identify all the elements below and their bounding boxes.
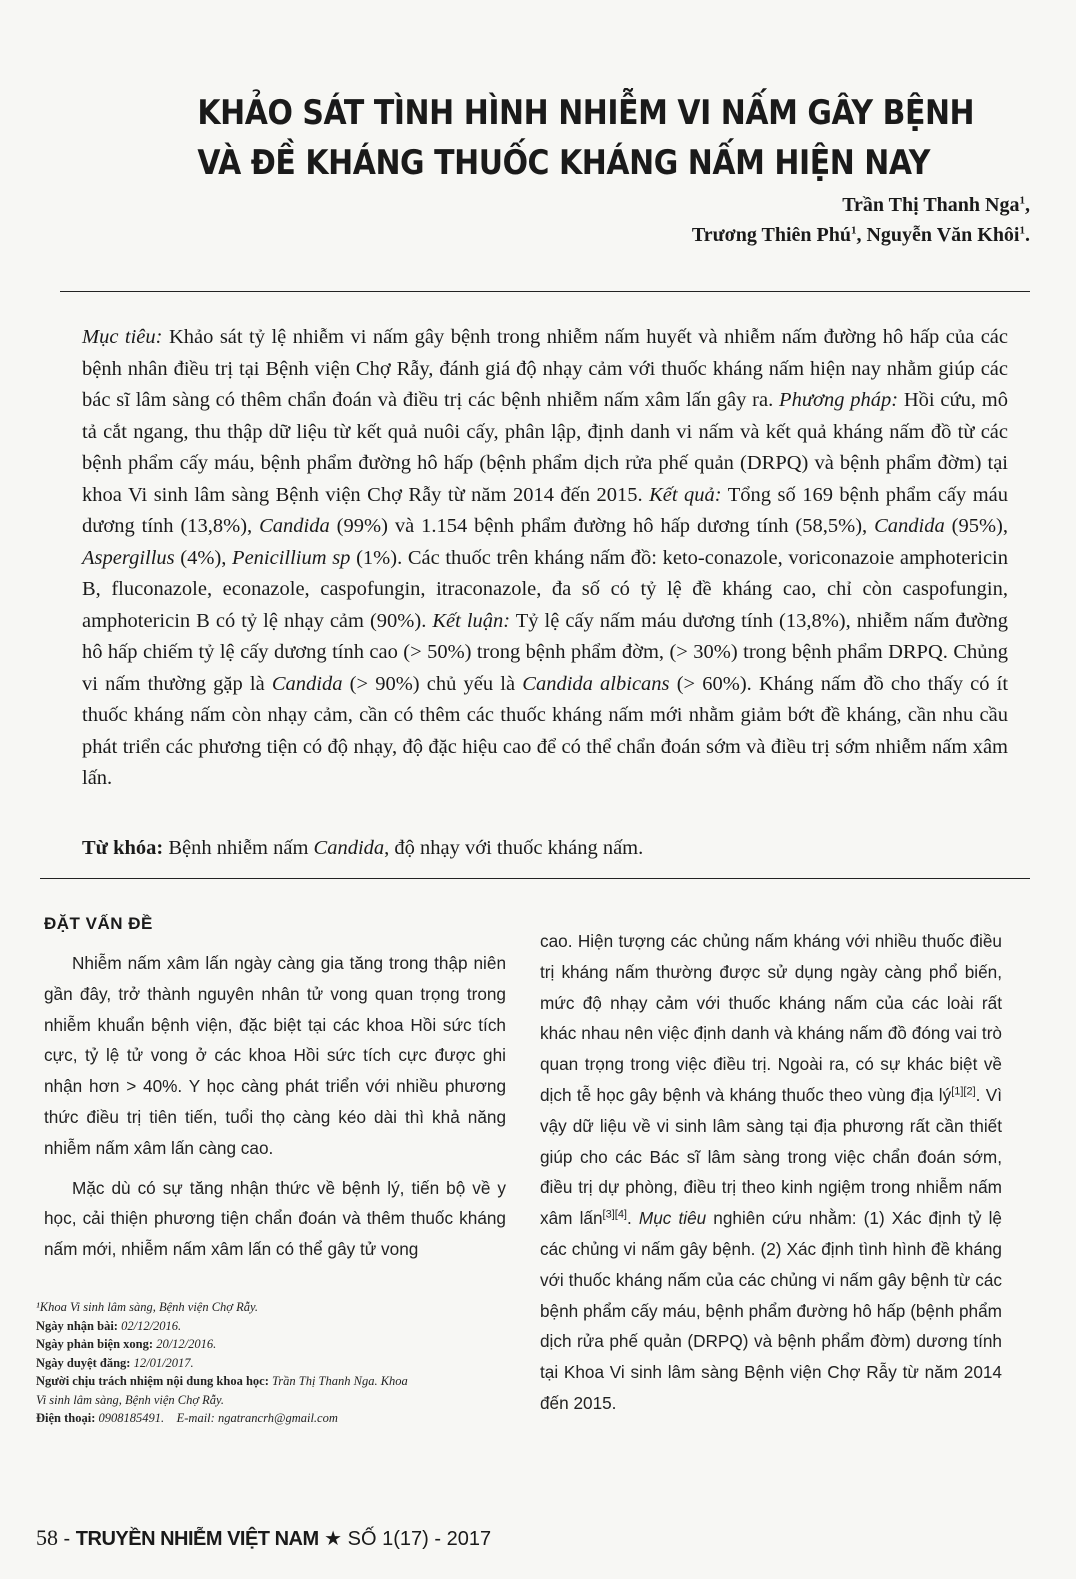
result-label: Kết quả: [649, 483, 722, 506]
body-column-right [540, 926, 1002, 1419]
author-list [692, 190, 1030, 250]
affiliation-mark: 1 [850, 224, 857, 237]
title-line-2: VÀ ĐỀ KHÁNG THUỐC KHÁNG NẤM HIỆN NAY [197, 143, 930, 183]
footnote-responsible-cont: Vi sinh lâm sàng, Bệnh viện Chợ Rẫy. [36, 1392, 225, 1407]
objective-label: Mục tiêu: [82, 326, 163, 348]
section-heading: ĐẶT VẤN ĐỀ [44, 914, 153, 933]
keywords: Từ khóa: Bệnh nhiễm nấm Candida, độ nhạy với thuốc kháng nấm. [82, 837, 644, 859]
author-name: Trần Thị Thanh Nga [842, 194, 1020, 216]
method-label: Phương pháp: [779, 389, 899, 411]
footnote-received: Ngày nhận bài: 02/12/2016. [36, 1318, 182, 1333]
author-line-1: Trần Thị Thanh Nga$^1$, [842, 194, 1030, 216]
title-line-1: KHẢO SÁT TÌNH HÌNH NHIỄM VI NẤM GÂY BỆNH [197, 93, 975, 133]
issue-info: SỐ 1(17) - 2017 [347, 1528, 492, 1550]
affiliation-mark: 1 [1019, 194, 1025, 207]
author-name: , Nguyễn Văn Khôi [856, 224, 1020, 246]
footnote-contact: Điện thoại: 0908185491. E-mail: ngatrancrh@gmail.com [36, 1411, 338, 1425]
page-number: 58 [36, 1525, 58, 1550]
divider-top [60, 291, 1030, 292]
footnote-accepted: Ngày duyệt đăng: 12/01/2017. [36, 1355, 194, 1370]
page-footer: 58 - TRUYỀN NHIỄM VIỆT NAM ★ SỐ 1(17) - 2017 [36, 1525, 492, 1550]
keywords-label: Từ khóa: [82, 837, 164, 859]
abstract: Mục tiêu: Khảo sát tỷ lệ nhiễm vi nấm gây bệnh trong nhiễm nấm huyết và nhiễm nấm đường hô hấp của các bệnh nhân điều trị tại Bệnh viện Chợ Rẫy, đánh giá độ nhạy cảm với thuốc kháng nấm hiện nay nhằm giúp các bác sĩ lâm sàng có thêm chẩn đoán và điều trị các bệnh nhiễm nấm xâm lấn gây ra. Phương pháp: Hồi cứu, mô tả cắt ngang, thu thập dữ liệu từ kết quả nuôi cấy, phân lập, định danh vi nấm và kết quả kháng nấm đồ từ các bệnh phẩm cấy máu, bệnh phẩm đường hô hấp (bệnh phẩm dịch rửa phế quản (DRPQ) và bệnh phẩm đờm) tại khoa Vi sinh lâm sàng Bệnh viện Chợ Rẫy từ năm 2014 đến 2015. Kết quả: Tổng số 169 bệnh phẩm cấy máu dương tính (13,8%), Candida (99%) và 1.154 bệnh phẩm đường hô hấp dương tính (58,5%), Candida (95%), Aspergillus (4%), Penicillium sp (1%). Các thuốc trên kháng nấm đồ: keto-conazole, voriconazoie amphotericin B, fluconazole, econazole, caspofungin, itraconazole, đa số có tỷ lệ đề kháng cao, chỉ còn caspofungin, amphotericin B có tỷ lệ nhạy cảm (90%). Kết luận: Tỷ lệ cấy nấm máu dương tính (13,8%), nhiễm nấm đường hô hấp chiếm tỷ lệ cấy dương tính cao (> 50%) trong bệnh phẩm đờm, (> 30%) trong bệnh phẩm DRPQ. Chủng vi nấm thường gặp là Candida (> 90%) chủ yếu là Candida albicans (> 60%). Kháng nấm đồ cho thấy có ít thuốc kháng nấm còn nhạy cảm, cần có thêm các thuốc kháng nấm mới nhằm giảm bớt đề kháng, cần nhu cầu phát triển các phương tiện có độ nhạy, độ đặc hiệu cao để có thể chẩn đoán sớm và điều trị sớm nhiễm nấm xâm lấn. [82, 326, 1009, 789]
footnote-affiliation: ¹Khoa Vi sinh lâm sàng, Bệnh viện Chợ Rẫy. [36, 1300, 258, 1314]
body-column-left [44, 948, 506, 1265]
citation: [1][2] [951, 1085, 976, 1098]
journal-name: TRUYỀN NHIỄM VIỆT NAM [75, 1528, 319, 1550]
star-icon: ★ [318, 1528, 348, 1550]
divider-middle [40, 878, 1030, 879]
affiliation-mark: 1 [1019, 224, 1025, 237]
footnotes [36, 1298, 516, 1428]
paragraph: cao. Hiện tượng các chủng nấm kháng với nhiều thuốc điều trị kháng nấm thường được sử dụng ngày càng phổ biến, mức độ nhạy cảm với thuốc kháng nấm của các loài rất khác nhau nên việc định danh và kháng nấm đồ đóng vai trò quan trọng trong việc điều trị. Ngoài ra, có sự khác biệt về dịch tễ học gây bệnh và kháng thuốc theo vùng địa lý[1][2]. Vì vậy dữ liệu về vi sinh lâm sàng tại địa phương rất cần thiết giúp cho các Bác sĩ lâm sàng trong việc chẩn đoán sớm, điều trị dự phòng, điều trị theo kinh ngiệm trong nhiễm nấm xâm lấn[3][4]. Mục tiêu nghiên cứu nhằm: (1) Xác định tỷ lệ các chủng vi nấm gây bệnh. (2) Xác định tình hình đề kháng với thuốc kháng nấm của các chủng vi nấm gây bệnh từ các bệnh phẩm cấy máu, bệnh phẩm đường hô hấp (bệnh phẩm dịch rửa phế quản (DRPQ) và bệnh phẩm đờm) dương tính tại Khoa Vi sinh lâm sàng Bệnh viện Chợ Rẫy từ năm 2014 đến 2015. [540, 931, 1002, 1413]
footnote-responsible: Người chịu trách nhiệm nội dung khoa học: Trần Thị Thanh Nga. Khoa [36, 1374, 408, 1388]
paragraph: Nhiễm nấm xâm lấn ngày càng gia tăng trong thập niên gần đây, trở thành nguyên nhân tử vong quan trọng trong nhiễm khuẩn bệnh viện, đặc biệt tại các khoa Hồi sức tích cực, tỷ lệ tử vong ở các khoa Hồi sức tích cực được ghi nhận hơn > 40%. Y học càng phát triển với nhiều phương thức điều trị tiên tiến, tuổi thọ càng kéo dài thì khả năng nhiễm nấm xâm lấn càng cao. [44, 953, 506, 1158]
article-title [197, 88, 975, 188]
conclusion-label: Kết luận: [432, 609, 511, 632]
author-line-2: Trương Thiên Phú$^1$, Nguyễn Văn Khôi$^1$. [691, 224, 1030, 246]
footnote-review: Ngày phản biện xong: 20/12/2016. [36, 1337, 217, 1351]
citation: [3][4] [602, 1208, 627, 1221]
author-name: Trương Thiên Phú [691, 224, 851, 246]
paragraph: Mặc dù có sự tăng nhận thức về bệnh lý, tiến bộ về y học, cải thiện phương tiện chẩn đoán và thêm thuốc kháng nấm mới, nhiễm nấm xâm lấn có thể gây tử vong [44, 1177, 506, 1260]
